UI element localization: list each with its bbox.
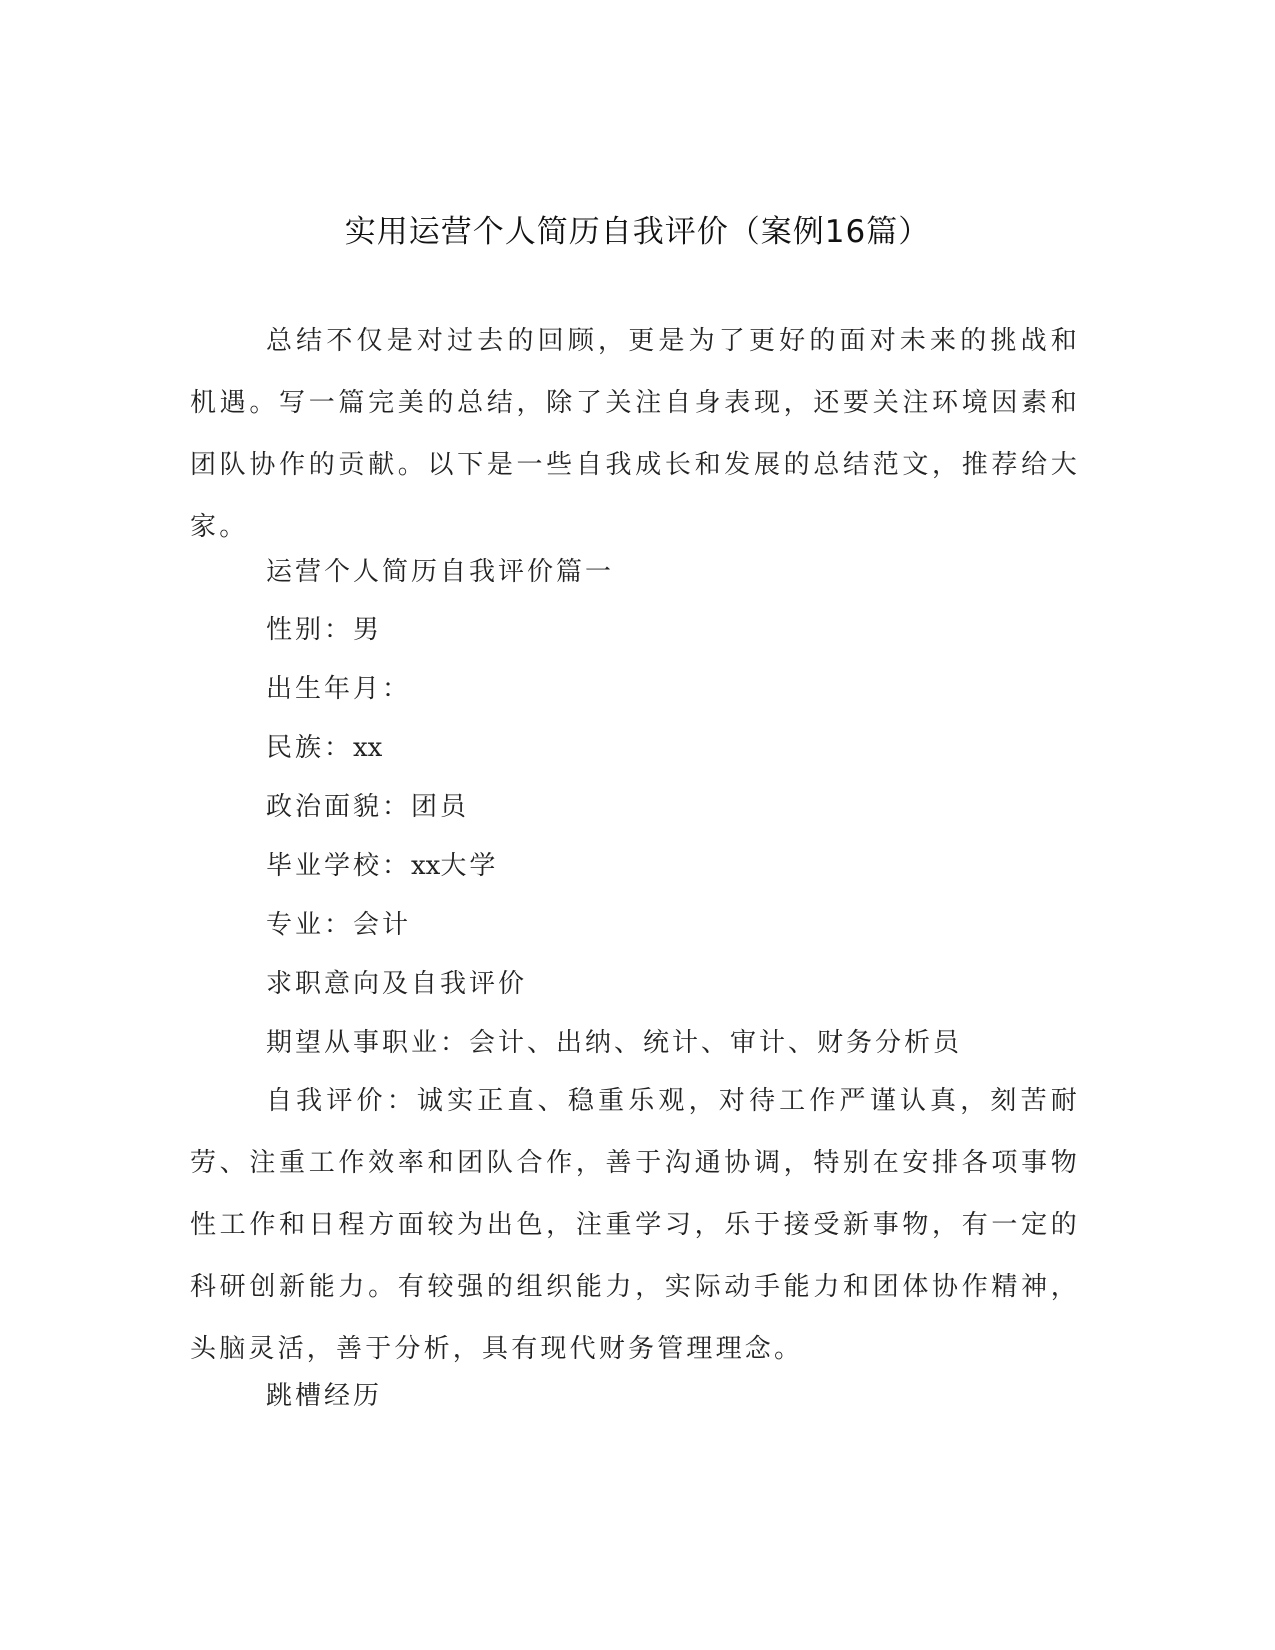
field-school-label: 毕业学校： — [266, 851, 412, 881]
field-gender: 性别：男 — [266, 615, 383, 645]
field-birth: 出生年月： — [266, 674, 412, 704]
section-heading: 运营个人简历自我评价篇一 — [266, 557, 615, 587]
field-ethnicity — [266, 728, 382, 768]
field-school-value-latin: xx — [411, 851, 441, 881]
expected-jobs: 期望从事职业：会计、出纳、统计、审计、财务分析员 — [266, 1028, 963, 1058]
intro-paragraph: 总结不仅是对过去的回顾，更是为了更好的面对未来的挑战和机遇。写一篇完美的总结，除了关注自身表现，还要关注环境因素和团队协作的贡献。以下是一些自我成长和发展的总结范文，推荐给大家。 — [190, 326, 1080, 542]
document-title: 实用运营个人简历自我评价（案例16篇） — [344, 214, 931, 250]
field-ethnicity-value: xx — [353, 733, 383, 763]
field-school-value-cn: 大学 — [440, 851, 499, 881]
field-school — [266, 846, 498, 886]
self-evaluation-paragraph: 自我评价：诚实正直、稳重乐观，对待工作严谨认真，刻苦耐劳、注重工作效率和团队合作，善于沟通协调，特别在安排各项事物性工作和日程方面较为出色，注重学习，乐于接受新事物，有一定的科研创新能力。有较强的组织能力，实际动手能力和团体协作精神，头脑灵活，善于分析，具有现代财务管理理念。 — [190, 1086, 1080, 1364]
job-intent-heading: 求职意向及自我评价 — [266, 969, 528, 999]
job-history-heading: 跳槽经历 — [266, 1381, 383, 1411]
field-political: 政治面貌：团员 — [266, 792, 470, 822]
field-major: 专业：会计 — [266, 910, 412, 940]
field-ethnicity-label: 民族： — [266, 733, 354, 763]
